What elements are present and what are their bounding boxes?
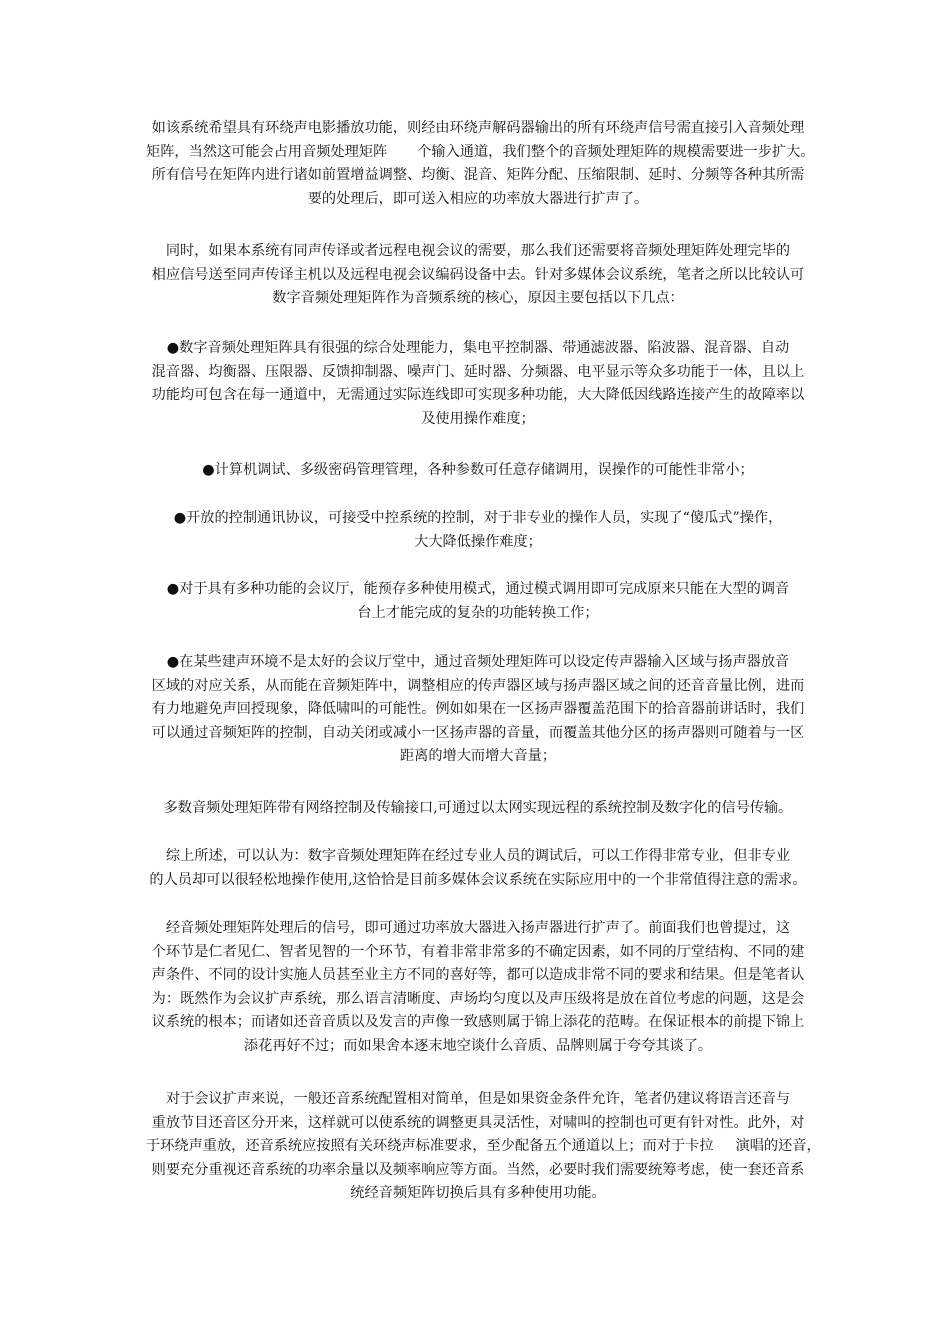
text-line: 功能均可包含在每一通道中，无需通过实际连线即可实现多种功能，大大降低因线路连接产生的故障率以 <box>151 387 805 404</box>
text-line: 所有信号在矩阵内进行诸如前置增益调整、均衡、混音、矩阵分配、压缩限制、延时、分频等各种其所需 <box>151 167 805 184</box>
text-line: 有力地避免声回授现象，降低啸叫的可能性。例如如果在一区扬声器覆盖范围下的拾音器前讲话时，我们 <box>151 701 805 718</box>
text-line: 综上所述，可以认为：数字音频处理矩阵在经过专业人员的调试后，可以工作得非常专业，但非专业 <box>165 848 791 864</box>
text-line: 可以通过音频矩阵的控制，自动关闭或减小一区扬声器的音量，而覆盖其他分区的扬声器则可随着与一区 <box>151 724 805 741</box>
paragraph-1 <box>146 117 815 211</box>
bullet-paragraph-5 <box>146 651 810 769</box>
text-line: 区域的对应关系，从而能在音频矩阵中，调整相应的传声器区域与扬声器区域之间的还音音量比例，进而 <box>151 677 805 694</box>
bullet-paragraph-1 <box>146 337 810 431</box>
text-line: 数字音频处理矩阵作为音频系统的核心，原因主要包括以下几点： <box>272 290 684 307</box>
text-line: 大大降低操作难度； <box>414 533 542 550</box>
text-segment: 于环绕声重放，还音系统应按照有关环绕声标准要求，至少配备五个通道以上；而对于卡拉 <box>146 1138 714 1155</box>
text-line: ●计算机调试、多级密码管理管理，各种参数可任意存储调用，误操作的可能性非常小； <box>202 462 754 478</box>
text-line: 为：既然作为会议扩声系统，那么语言清晰度、声场均匀度以及声压级将是放在首位考虑的问题，这是会 <box>151 990 805 1007</box>
text-line: 同时，如果本系统有同声传译或者远程电视会议的需要，那么我们还需要将音频处理矩阵处理完毕的 <box>165 243 791 259</box>
text-line: 经音频处理矩阵处理后的信号，即可通过功率放大器进入扬声器进行扩声了。前面我们也曾提过，这 <box>165 920 791 936</box>
text-line: 声条件、不同的设计实施人员甚至业主方不同的喜好等，都可以造成非常不同的要求和结果。但是笔者认 <box>151 967 805 984</box>
text-line: 则要充分重视还音系统的功率余量以及频率响应等方面。当然，必要时我们需要统筹考虑，使一套还音系 <box>151 1161 805 1178</box>
text-segment: 矩阵，当然这可能会占用音频处理矩阵 <box>146 143 388 160</box>
text-line: 议系统的根本；而诸如还音音质以及发言的声像一致感则属于锦上添花的范畴。在保证根本的前提下锦上 <box>151 1014 805 1031</box>
text-line: 相应信号送至同声传译主机以及远程电视会议编码设备中去。针对多媒体会议系统，笔者之所以比较认可 <box>151 266 805 283</box>
text-line: 对于会议扩声来说，一般还音系统配置相对简单，但是如果资金条件允许，笔者仍建议将语言还音与 <box>165 1091 791 1107</box>
text-line: ●开放的控制通讯协议，可接受中控系统的控制，对于非专业的操作人员，实现了“傻瓜式”操作， <box>173 510 783 526</box>
text-line: 多数音频处理矩阵带有网络控制及传输接口,可通过以太网实现远程的系统控制及数字化的信号传输。 <box>163 800 793 816</box>
text-line: 要的处理后，即可送入相应的功率放大器进行扩声了。 <box>307 190 649 207</box>
bullet-paragraph-2 <box>146 459 810 483</box>
bullet-paragraph-3 <box>146 507 810 554</box>
text-line: 的人员却可以很轻松地操作使用,这恰恰是目前多媒体会议系统在实际应用中的一个非常值得注意的需求。 <box>149 871 807 888</box>
text-line: ●对于具有多种功能的会议厅，能预存多种使用模式，通过模式调用即可完成原来只能在大型的调音 <box>166 581 790 597</box>
text-line: 个环节是仁者见仁、智者见智的一个环节，有着非常非常多的不确定因素，如不同的厅堂结构、不同的建 <box>151 943 805 960</box>
text-line: ●数字音频处理矩阵具有很强的综合处理能力，集电平控制器、带通滤波器、陷波器、混音器、自动 <box>166 340 790 356</box>
text-line <box>146 1135 821 1159</box>
paragraph-6 <box>146 1088 821 1206</box>
text-line: ●在某些建声环境不是太好的会议厅堂中，通过音频处理矩阵可以设定传声器输入区域与扬声器放音 <box>166 654 790 670</box>
text-segment: 个输入通道，我们整个的音频处理矩阵的规模需要进一步扩大。 <box>417 143 815 160</box>
text-line <box>146 141 815 165</box>
text-line: 及使用操作难度； <box>421 410 535 427</box>
text-line: 台上才能完成的复杂的功能转换工作； <box>357 604 599 621</box>
paragraph-5 <box>146 917 810 1059</box>
text-line: 混音器、均衡器、压限器、反馈抑制器、噪声门、延时器、分频器、电平显示等众多功能于一体，且以上 <box>151 363 805 380</box>
text-line: 如该系统希望具有环绕声电影播放功能，则经由环绕声解码器输出的所有环绕声信号需直接引入音频处理 <box>151 120 805 136</box>
bullet-paragraph-4 <box>146 578 810 625</box>
paragraph-2 <box>146 240 810 311</box>
paragraph-4 <box>146 845 810 892</box>
text-line: 距离的增大而增大音量； <box>399 748 557 765</box>
paragraph-3 <box>146 797 810 821</box>
text-line: 添花再好不过；而如果舍本逐末地空谈什么音质、品牌则属于夸夸其谈了。 <box>243 1037 713 1054</box>
text-line: 统经音频矩阵切换后具有多种使用功能。 <box>350 1185 606 1202</box>
text-segment: 演唱的还音， <box>735 1138 821 1155</box>
text-line: 重放节目还音区分开来，这样就可以使系统的调整更具灵活性，对啸叫的控制也可更有针对性。此外，对 <box>151 1114 805 1131</box>
